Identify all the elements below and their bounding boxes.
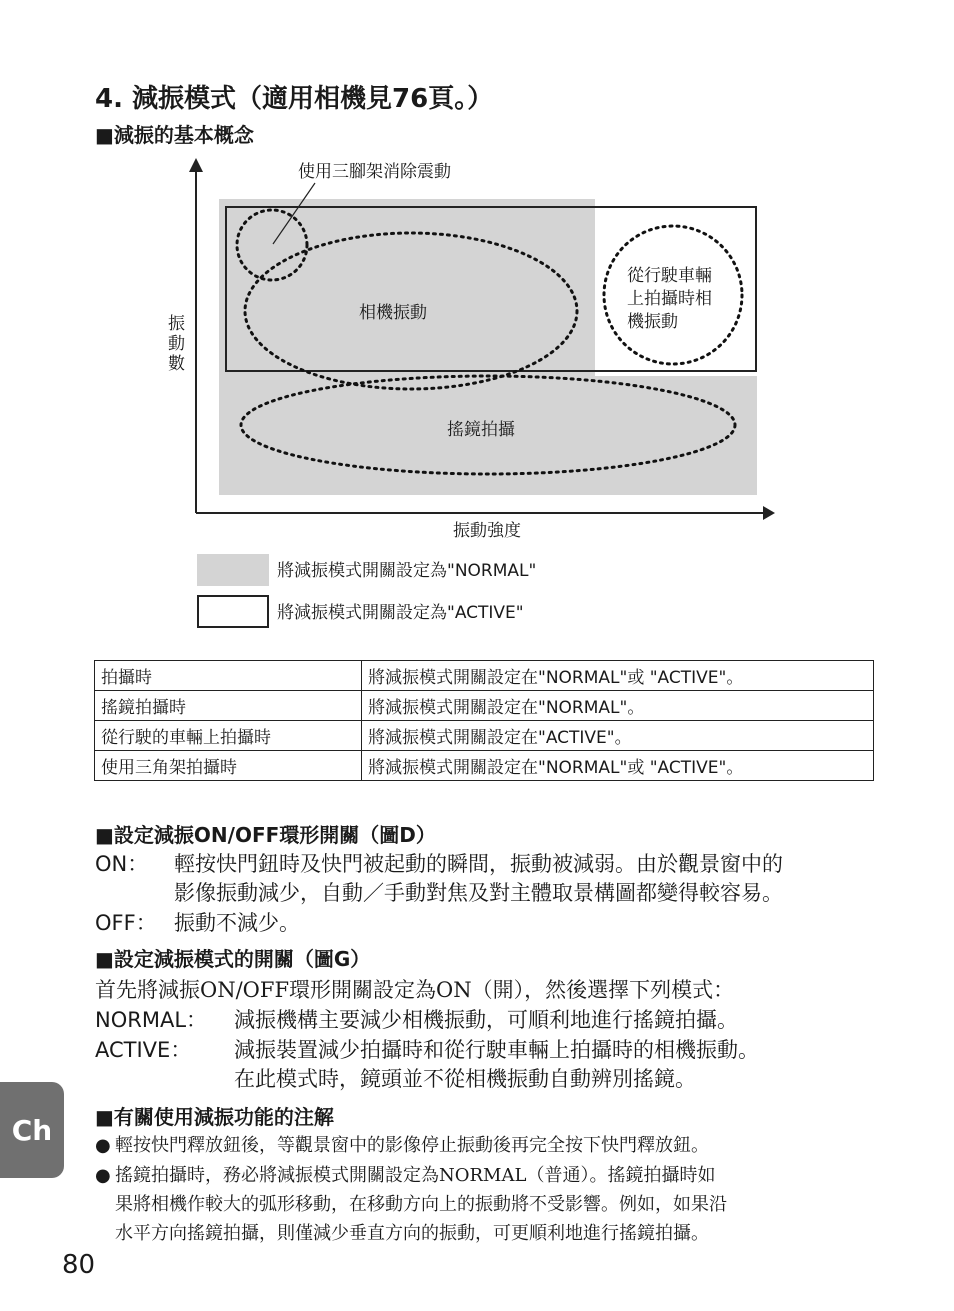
tripod-label: 使用三腳架消除震動: [298, 162, 451, 182]
chapter-tab: Ch: [0, 1082, 64, 1178]
off-description: 振動不減少。: [174, 911, 300, 935]
vr-concept-diagram: [0, 0, 954, 650]
table-row: [95, 721, 874, 751]
table-cell-setting: 將減振模式開關設定在"NORMAL"或 "ACTIVE"。: [362, 751, 874, 781]
note-item-2-line-3: 水平方向搖鏡拍攝，則僅減少垂直方向的振動，可更順利地進行搖鏡拍攝。: [115, 1223, 709, 1244]
active-description-line-2: 在此模式時，鏡頭並不從相機振動自動辨別搖鏡。: [234, 1067, 696, 1091]
y-axis-label-char-1: 振: [168, 314, 185, 334]
active-description-line-1: 減振裝置減少拍攝時和從行駛車輛上拍攝時的相機振動。: [234, 1038, 759, 1062]
section-heading-mode: ■設定減振模式的開關（圖G）: [95, 947, 371, 971]
table-row: [95, 751, 874, 781]
table-cell-situation: 拍攝時: [95, 661, 362, 691]
note-item-2-line-1: 搖鏡拍攝時，務必將減振模式開關設定為NORMAL（普通）。搖鏡拍攝時如: [115, 1165, 716, 1186]
table-cell-situation: 使用三角架拍攝時: [95, 751, 362, 781]
mode-intro: 首先將減振ON/OFF環形開關設定為ON（開），然後選擇下列模式：: [95, 978, 735, 1002]
x-axis-label: 振動強度: [453, 521, 521, 541]
table-cell-situation: 從行駛的車輛上拍攝時: [95, 721, 362, 751]
page-number: 80: [62, 1250, 96, 1280]
section-heading-concept: ■減振的基本概念: [95, 123, 254, 147]
note-item-1: [95, 1131, 709, 1157]
normal-description: 減振機構主要減少相機振動，可順利地進行搖鏡拍攝。: [234, 1008, 738, 1032]
note-item-1-text: 輕按快門釋放鈕後，等觀景窗中的影像停止振動後再完全按下快門釋放鈕。: [115, 1135, 709, 1156]
section-heading-onoff: ■設定減振ON/OFF環形開關（圖D）: [95, 823, 436, 847]
vehicle-label-line-2: 上拍攝時相: [627, 289, 712, 309]
legend-active-swatch: [198, 596, 268, 627]
bullet-icon: ●: [95, 1135, 111, 1156]
note-item-2-line-2: 果將相機作較大的弧形移動，在移動方向上的振動將不受影響。例如，如果沿: [115, 1194, 727, 1215]
legend-normal-text: 將減振模式開關設定為"NORMAL": [277, 561, 537, 581]
table-cell-setting: 將減振模式開關設定在"NORMAL"或 "ACTIVE"。: [362, 661, 874, 691]
on-description-line-2: 影像振動減少，自動／手動對焦及對主體取景構圖都變得較容易。: [174, 881, 783, 905]
bullet-icon: ●: [95, 1165, 111, 1186]
mode-settings-table: [94, 660, 874, 781]
legend-normal-swatch: [197, 554, 269, 586]
x-axis-arrow: [763, 506, 775, 520]
table-row: [95, 661, 874, 691]
table-cell-setting: 將減振模式開關設定在"ACTIVE"。: [362, 721, 874, 751]
y-axis-label-char-3: 數: [168, 354, 185, 374]
legend-active-text: 將減振模式開關設定為"ACTIVE": [277, 603, 524, 623]
y-axis-label-char-2: 動: [168, 334, 185, 354]
vehicle-label-line-1: 從行駛車輛: [627, 266, 712, 286]
camera-shake-label: 相機振動: [359, 303, 427, 323]
active-label: ACTIVE：: [95, 1038, 192, 1062]
section-heading-notes: ■有關使用減振功能的注解: [95, 1105, 334, 1129]
page-title: 4. 減振模式（適用相機見76頁。）: [95, 84, 494, 114]
on-label: ON：: [95, 852, 149, 876]
y-axis-arrow: [189, 158, 203, 172]
table-cell-situation: 搖鏡拍攝時: [95, 691, 362, 721]
normal-label: NORMAL：: [95, 1008, 208, 1032]
note-item-2: [95, 1161, 715, 1187]
vehicle-label-line-3: 機振動: [627, 312, 678, 332]
table-row: [95, 691, 874, 721]
table-cell-setting: 將減振模式開關設定在"NORMAL"。: [362, 691, 874, 721]
on-description-line-1: 輕按快門鈕時及快門被起動的瞬間，振動被減弱。由於觀景窗中的: [174, 852, 783, 876]
off-label: OFF：: [95, 911, 157, 935]
panning-label: 搖鏡拍攝: [447, 420, 515, 440]
